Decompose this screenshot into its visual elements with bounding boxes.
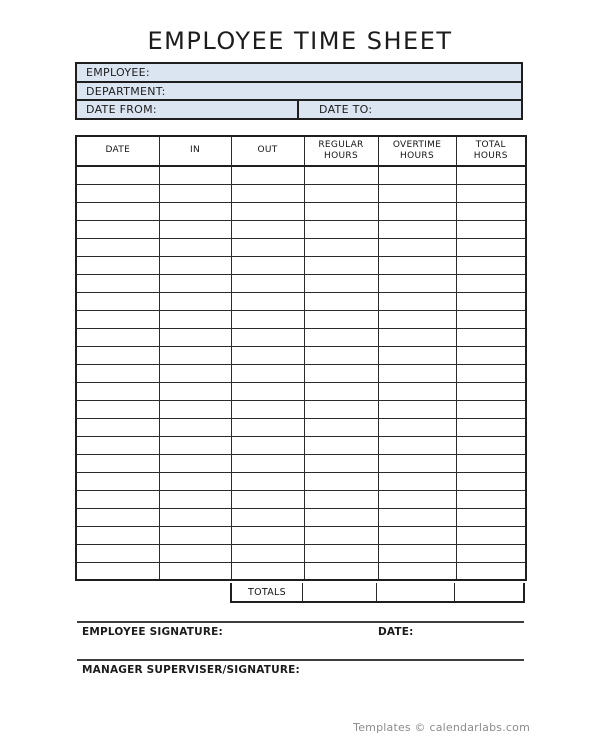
timesheet-cell — [159, 166, 231, 184]
timesheet-cell — [304, 364, 378, 382]
timesheet-cell — [76, 346, 159, 364]
timesheet-cell — [159, 328, 231, 346]
timesheet-cell — [456, 508, 526, 526]
totals-regular-hours-cell — [303, 583, 377, 601]
timesheet-cell — [231, 490, 304, 508]
table-header-row — [76, 136, 526, 166]
timesheet-cell — [159, 382, 231, 400]
column-header-overtime-hours: OVERTIME HOURS — [378, 136, 456, 166]
timesheet-cell — [231, 454, 304, 472]
timesheet-cell — [378, 166, 456, 184]
timesheet-row — [76, 382, 526, 400]
timesheet-cell — [456, 418, 526, 436]
footer-credit: Templates © calendarlabs.com — [353, 721, 530, 734]
employee-signature-label: EMPLOYEE SIGNATURE: — [82, 626, 223, 638]
timesheet-row — [76, 436, 526, 454]
timesheet-row — [76, 454, 526, 472]
timesheet-cell — [231, 238, 304, 256]
timesheet-cell — [159, 526, 231, 544]
timesheet-row — [76, 166, 526, 184]
timesheet-cell — [456, 364, 526, 382]
timesheet-cell — [76, 544, 159, 562]
timesheet-cell — [159, 310, 231, 328]
timesheet-cell — [159, 418, 231, 436]
timesheet-cell — [378, 328, 456, 346]
timesheet-row — [76, 220, 526, 238]
timesheet-row — [76, 184, 526, 202]
timesheet-cell — [456, 166, 526, 184]
timesheet-cell — [304, 526, 378, 544]
timesheet-cell — [378, 184, 456, 202]
timesheet-row — [76, 346, 526, 364]
timesheet-row — [76, 292, 526, 310]
totals-row — [230, 583, 525, 603]
timesheet-row — [76, 418, 526, 436]
timesheet-cell — [76, 292, 159, 310]
timesheet-cell — [456, 220, 526, 238]
timesheet-cell — [231, 202, 304, 220]
column-header-date: DATE — [76, 136, 159, 166]
timesheet-cell — [76, 490, 159, 508]
timesheet-cell — [231, 382, 304, 400]
timesheet-cell — [76, 508, 159, 526]
timesheet-cell — [456, 544, 526, 562]
timesheet-cell — [304, 292, 378, 310]
timesheet-cell — [231, 544, 304, 562]
timesheet-cell — [304, 454, 378, 472]
department-label: DEPARTMENT: — [86, 84, 166, 98]
timesheet-cell — [378, 346, 456, 364]
timesheet-cell — [231, 436, 304, 454]
timesheet-cell — [304, 508, 378, 526]
timesheet-cell — [159, 184, 231, 202]
timesheet-cell — [304, 382, 378, 400]
timesheet-cell — [304, 202, 378, 220]
timesheet-cell — [231, 184, 304, 202]
timesheet-cell — [159, 346, 231, 364]
timesheet-cell — [76, 562, 159, 580]
totals-label: TOTALS — [232, 583, 303, 601]
timesheet-cell — [231, 310, 304, 328]
timesheet-row — [76, 472, 526, 490]
timesheet-cell — [378, 472, 456, 490]
timesheet-cell — [159, 454, 231, 472]
timesheet-cell — [456, 400, 526, 418]
timesheet-row — [76, 274, 526, 292]
timesheet-cell — [76, 328, 159, 346]
date-from-cell — [77, 101, 299, 118]
timesheet-cell — [231, 274, 304, 292]
timesheet-cell — [304, 544, 378, 562]
timesheet-cell — [304, 220, 378, 238]
timesheet-cell — [378, 274, 456, 292]
timesheet-cell — [304, 346, 378, 364]
timesheet-cell — [378, 238, 456, 256]
timesheet-row — [76, 526, 526, 544]
timesheet-cell — [456, 436, 526, 454]
timesheet-cell — [76, 184, 159, 202]
timesheet-cell — [76, 454, 159, 472]
timesheet-cell — [231, 526, 304, 544]
signature-date-label: DATE: — [378, 626, 414, 638]
timesheet-cell — [159, 202, 231, 220]
timesheet-cell — [304, 418, 378, 436]
timesheet-row — [76, 364, 526, 382]
timesheet-cell — [76, 220, 159, 238]
timesheet-cell — [378, 256, 456, 274]
timesheet-cell — [378, 220, 456, 238]
timesheet-cell — [159, 400, 231, 418]
timesheet-row — [76, 544, 526, 562]
timesheet-cell — [378, 490, 456, 508]
timesheet-cell — [76, 166, 159, 184]
employee-info-box — [75, 62, 523, 120]
timesheet-cell — [159, 544, 231, 562]
timesheet-cell — [231, 364, 304, 382]
timesheet-cell — [456, 490, 526, 508]
employee-signature-line — [77, 621, 524, 623]
column-header-total-hours: TOTAL HOURS — [456, 136, 526, 166]
timesheet-cell — [378, 544, 456, 562]
timesheet-cell — [76, 526, 159, 544]
timesheet-cell — [76, 400, 159, 418]
timesheet-cell — [231, 292, 304, 310]
timesheet-cell — [76, 364, 159, 382]
column-header-regular-hours: REGULAR HOURS — [304, 136, 378, 166]
timesheet-cell — [231, 400, 304, 418]
page-title: EMPLOYEE TIME SHEET — [147, 27, 453, 55]
timesheet-row — [76, 400, 526, 418]
timesheet-cell — [378, 508, 456, 526]
manager-signature-line — [77, 659, 524, 661]
timesheet-cell — [159, 238, 231, 256]
timesheet-cell — [231, 472, 304, 490]
timesheet-cell — [231, 562, 304, 580]
timesheet-cell — [76, 256, 159, 274]
timesheet-cell — [159, 220, 231, 238]
timesheet-row — [76, 238, 526, 256]
timesheet-row — [76, 562, 526, 580]
timesheet-cell — [159, 562, 231, 580]
timesheet-cell — [456, 310, 526, 328]
timesheet-cell — [231, 220, 304, 238]
department-field-row — [77, 81, 521, 100]
timesheet-cell — [159, 364, 231, 382]
timesheet-row — [76, 328, 526, 346]
timesheet-row — [76, 256, 526, 274]
timesheet-cell — [456, 346, 526, 364]
timesheet-cell — [456, 382, 526, 400]
timesheet-cell — [378, 292, 456, 310]
timesheet-cell — [378, 418, 456, 436]
timesheet-cell — [159, 274, 231, 292]
timesheet-cell — [378, 364, 456, 382]
timesheet-cell — [456, 202, 526, 220]
timesheet-table — [75, 135, 527, 581]
timesheet-cell — [378, 436, 456, 454]
timesheet-cell — [456, 526, 526, 544]
totals-overtime-hours-cell — [377, 583, 455, 601]
date-range-row — [77, 99, 521, 118]
timesheet-cell — [231, 166, 304, 184]
timesheet-cell — [378, 526, 456, 544]
timesheet-cell — [231, 256, 304, 274]
timesheet-cell — [456, 184, 526, 202]
timesheet-cell — [76, 472, 159, 490]
timesheet-cell — [456, 562, 526, 580]
timesheet-cell — [378, 202, 456, 220]
timesheet-cell — [456, 238, 526, 256]
timesheet-cell — [76, 418, 159, 436]
timesheet-cell — [231, 346, 304, 364]
column-header-in: IN — [159, 136, 231, 166]
timesheet-cell — [304, 238, 378, 256]
timesheet-cell — [456, 328, 526, 346]
timesheet-cell — [304, 274, 378, 292]
timesheet-cell — [456, 454, 526, 472]
timesheet-cell — [456, 472, 526, 490]
timesheet-cell — [231, 328, 304, 346]
timesheet-cell — [76, 382, 159, 400]
timesheet-cell — [378, 382, 456, 400]
timesheet-cell — [76, 274, 159, 292]
timesheet-cell — [304, 184, 378, 202]
timesheet-cell — [159, 490, 231, 508]
timesheet-row — [76, 310, 526, 328]
timesheet-cell — [76, 436, 159, 454]
timesheet-cell — [76, 238, 159, 256]
timesheet-cell — [304, 256, 378, 274]
timesheet-cell — [378, 562, 456, 580]
column-header-out: OUT — [231, 136, 304, 166]
timesheet-cell — [378, 310, 456, 328]
timesheet-cell — [378, 454, 456, 472]
timesheet-cell — [304, 436, 378, 454]
timesheet-cell — [304, 310, 378, 328]
timesheet-cell — [159, 472, 231, 490]
timesheet-cell — [456, 292, 526, 310]
employee-field-row — [77, 64, 521, 81]
timesheet-row — [76, 202, 526, 220]
timesheet-row — [76, 508, 526, 526]
timesheet-cell — [456, 256, 526, 274]
timesheet-cell — [304, 328, 378, 346]
date-to-label: DATE TO: — [319, 103, 373, 117]
timesheet-cell — [76, 310, 159, 328]
timesheet-cell — [159, 256, 231, 274]
totals-total-hours-cell — [455, 583, 523, 601]
timesheet-cell — [456, 274, 526, 292]
timesheet-row — [76, 490, 526, 508]
manager-signature-label: MANAGER SUPERVISER/SIGNATURE: — [82, 664, 300, 676]
timesheet-cell — [304, 166, 378, 184]
timesheet-cell — [159, 292, 231, 310]
date-from-label: DATE FROM: — [86, 103, 157, 117]
date-to-cell — [299, 101, 521, 118]
employee-label: EMPLOYEE: — [86, 65, 150, 79]
timesheet-cell — [304, 562, 378, 580]
timesheet-cell — [304, 472, 378, 490]
timesheet-cell — [231, 508, 304, 526]
timesheet-cell — [378, 400, 456, 418]
timesheet-cell — [76, 202, 159, 220]
timesheet-cell — [159, 436, 231, 454]
timesheet-cell — [231, 418, 304, 436]
timesheet-cell — [304, 400, 378, 418]
timesheet-cell — [159, 508, 231, 526]
timesheet-cell — [304, 490, 378, 508]
